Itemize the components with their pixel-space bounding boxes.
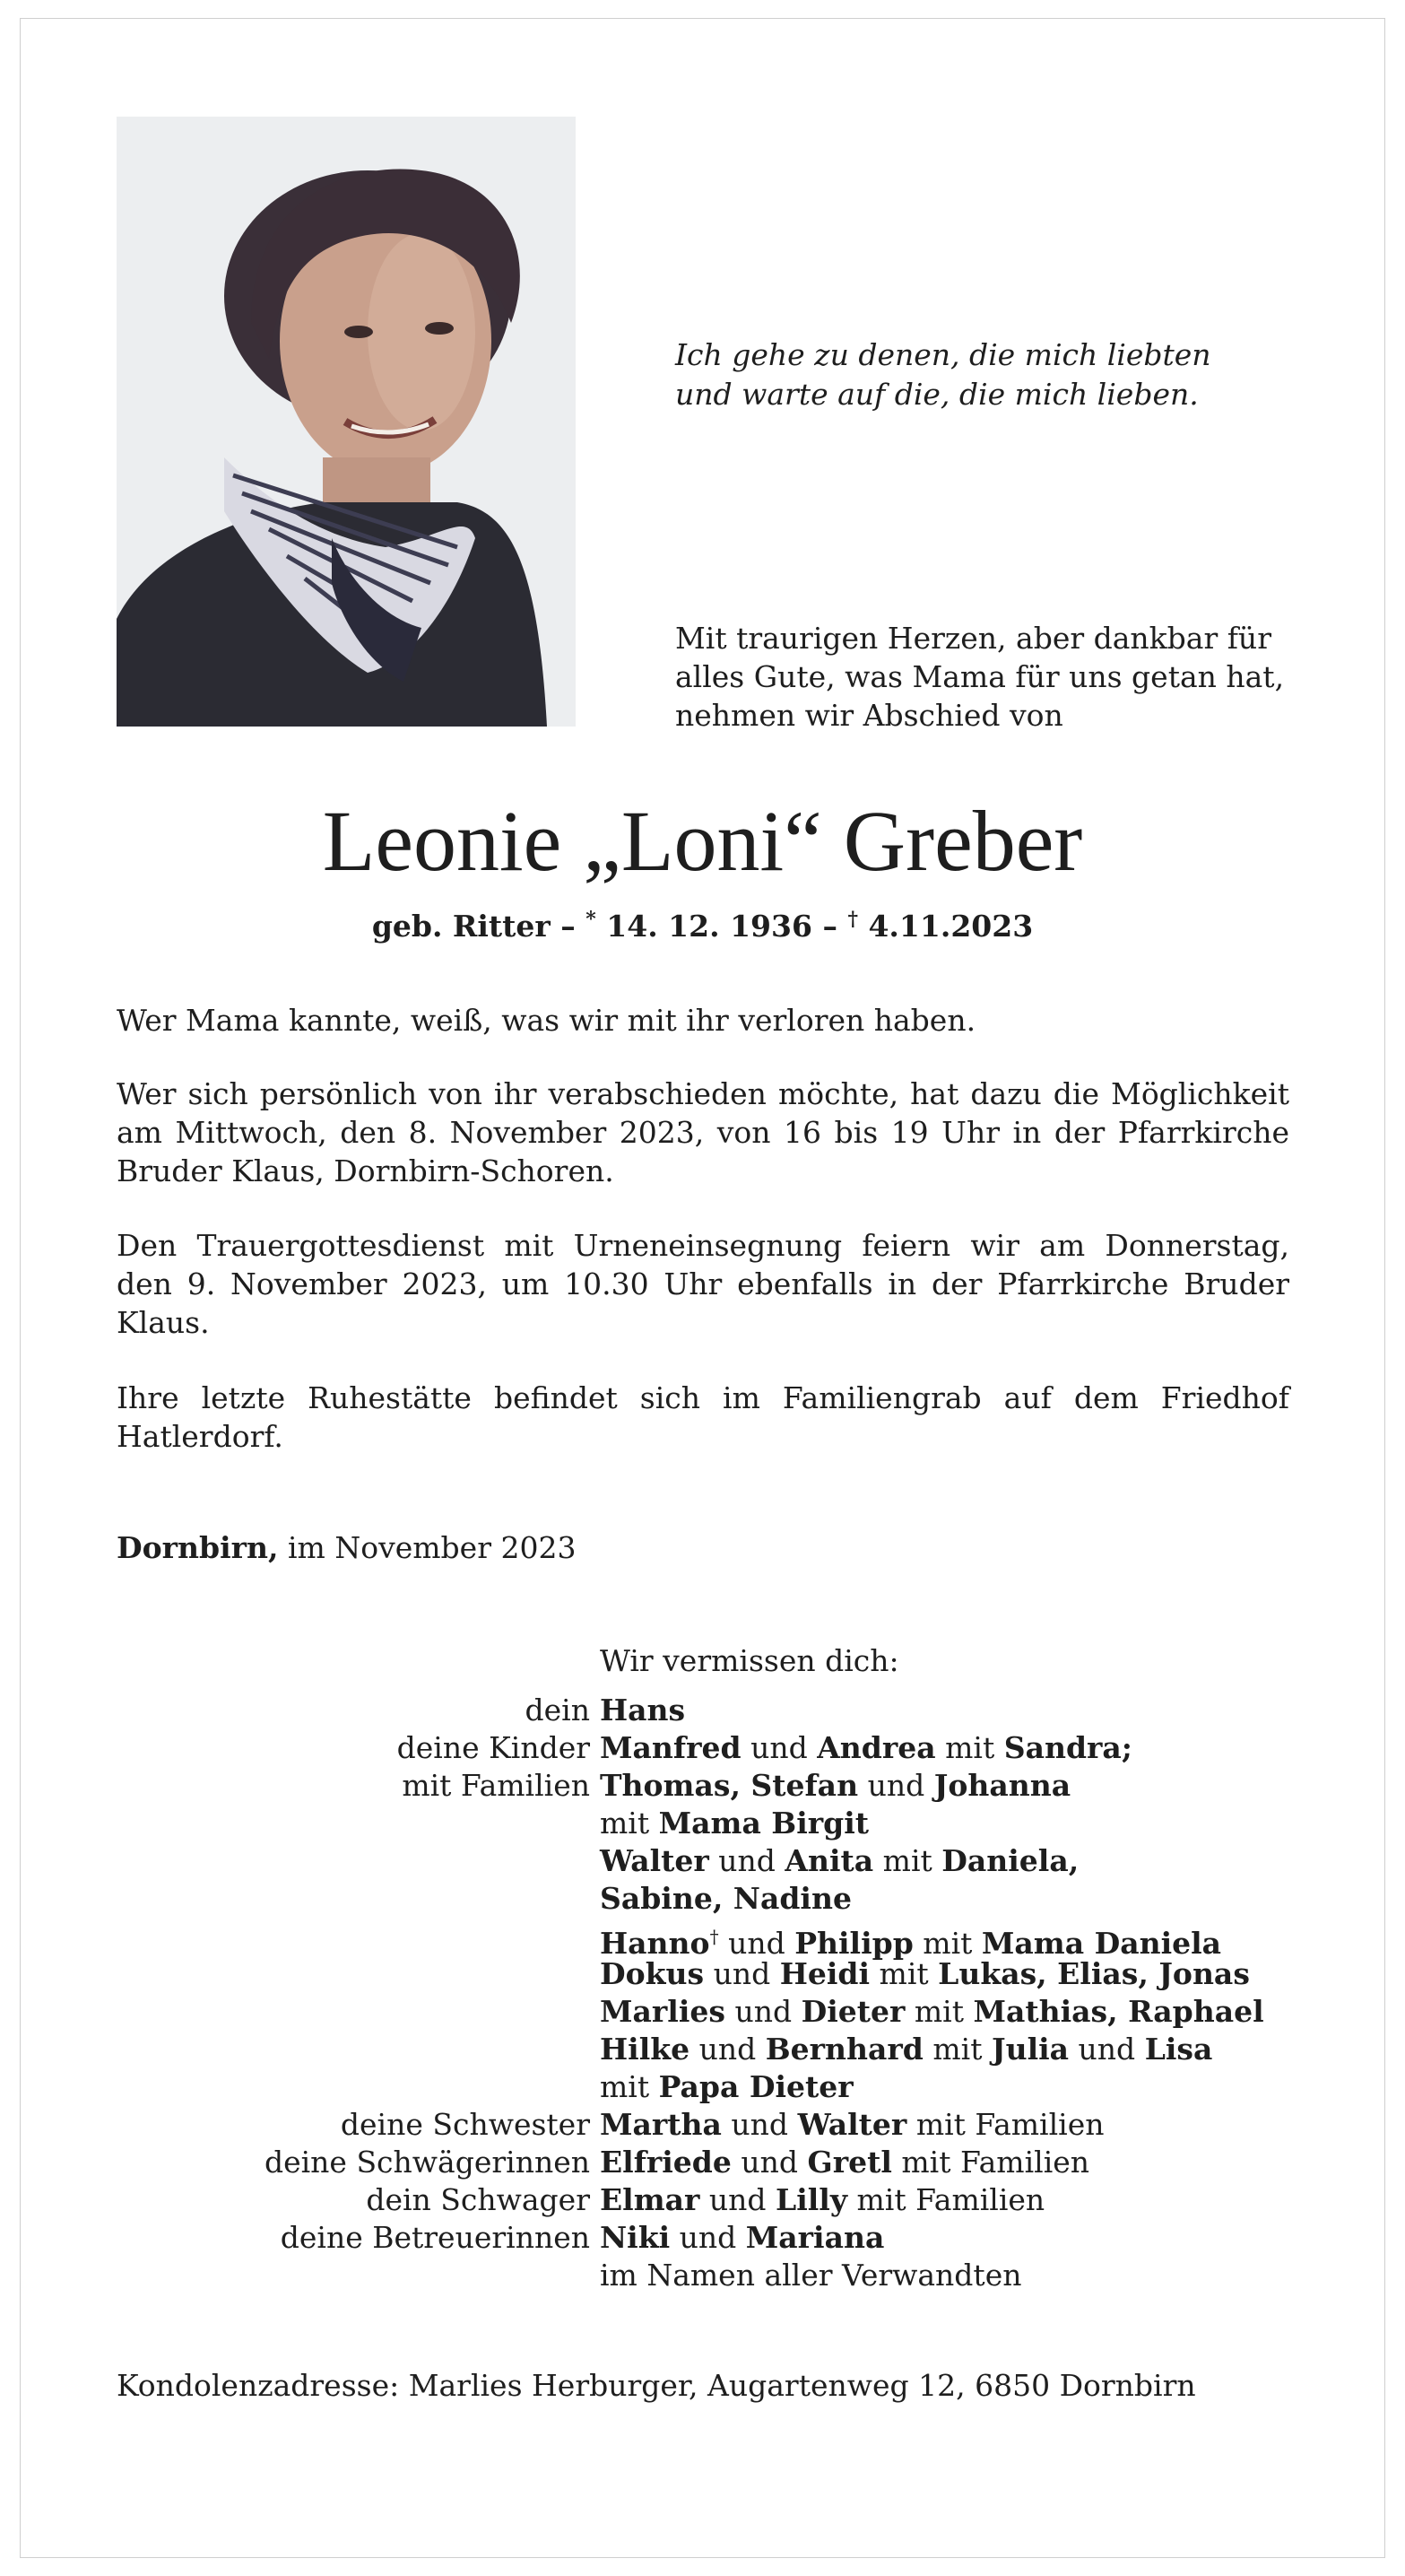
paragraph-line: den 9. November 2023, um 10.30 Uhr ebenfalls in der Pfarrkirche Bruder — [117, 1266, 1289, 1301]
intro-line-1: Mit traurigen Herzen, aber dankbar für — [675, 621, 1271, 656]
relation: mit Familien — [402, 1768, 590, 1803]
intro-text — [675, 619, 1321, 735]
relation: deine Kinder — [396, 1730, 590, 1765]
connector: und — [1078, 2032, 1136, 2067]
mourner-row — [0, 1767, 1405, 1805]
connector: und — [698, 2032, 757, 2067]
relation: dein — [525, 1693, 590, 1727]
mourner-name: Papa Dieter — [658, 2069, 854, 2104]
mourner-name: Johanna — [933, 1768, 1071, 1803]
mourner-row — [0, 1955, 1405, 1993]
connector: und — [718, 1843, 776, 1878]
mourners-heading: Wir vermissen dich: — [600, 1643, 899, 1678]
mourner-name: Daniela, — [941, 1843, 1080, 1878]
mourner-name: Sandra; — [1003, 1730, 1132, 1765]
connector: mit — [923, 1926, 973, 1961]
quote-line-2: und warte auf die, die mich lieben. — [675, 377, 1199, 412]
mourner-name: Niki — [600, 2220, 671, 2255]
paragraph-4 — [117, 1379, 1289, 1456]
deceased-name: Leonie „Loni“ Greber — [322, 793, 1083, 889]
mourner-name: Mathias, Raphael — [973, 1994, 1264, 2029]
connector: mit — [879, 1956, 929, 1991]
mourner-name: Dokus — [600, 1956, 705, 1991]
mourner-name: Heidi — [779, 1956, 871, 1991]
mourner-name: Mama Daniela — [981, 1926, 1222, 1961]
connector: und — [734, 1994, 793, 2029]
connector: und — [728, 1926, 785, 1961]
mourner-row — [0, 2106, 1405, 2144]
mourner-row — [0, 1880, 1405, 1918]
mourner-row — [0, 2144, 1405, 2181]
mourner-row — [0, 1993, 1405, 2031]
mourner-row — [0, 2181, 1405, 2219]
paragraph-line: Wer sich persönlich von ihr verabschieden möchte, hat dazu die Möglichkeit — [117, 1076, 1289, 1111]
connector: mit — [932, 2032, 983, 2067]
mourner-name: Hans — [600, 1693, 686, 1727]
intro-line-3: nehmen wir Abschied von — [675, 698, 1063, 733]
life-dates — [0, 908, 1405, 944]
mourner-row — [0, 1729, 1405, 1767]
mourner-name: Mama Birgit — [658, 1806, 869, 1841]
mourner-row — [0, 2257, 1405, 2294]
paragraph-3 — [117, 1226, 1289, 1342]
mourner-name: Marlies — [600, 1994, 725, 2029]
died-symbol: † — [847, 908, 858, 931]
mourner-name: Manfred — [600, 1730, 742, 1765]
mourner-name: Philipp — [794, 1926, 914, 1961]
mourner-row — [0, 1805, 1405, 1842]
mourner-name: Julia — [991, 2032, 1070, 2067]
mourner-name: Mariana — [745, 2220, 885, 2255]
portrait-photo — [117, 117, 576, 727]
connector: mit — [600, 2069, 650, 2104]
mourner-name: Andrea — [817, 1730, 936, 1765]
mourner-name: Anita — [785, 1843, 874, 1878]
mourner-name: Walter — [600, 1843, 709, 1878]
date: im November 2023 — [288, 1530, 577, 1565]
dash: – — [560, 909, 576, 944]
condolence-address: Kondolenzadresse: Marlies Herburger, Augartenweg 12, 6850 Dornbirn — [117, 2368, 1196, 2403]
connector: und — [708, 2182, 767, 2217]
connector: mit Familien — [856, 2182, 1045, 2217]
birth-name: geb. Ritter — [371, 909, 551, 944]
quote-line-1: Ich gehe zu denen, die mich liebten — [675, 337, 1211, 372]
dagger-icon: † — [709, 1926, 719, 1947]
mourner-row — [0, 2068, 1405, 2106]
mourner-name: Walter — [797, 2107, 907, 2142]
mourner-row — [0, 1918, 1405, 1961]
relation: deine Betreuerinnen — [280, 2220, 590, 2255]
mourner-name: Thomas, Stefan — [600, 1768, 859, 1803]
connector: mit — [600, 1806, 650, 1841]
mourner-name: Elmar — [600, 2182, 700, 2217]
mourner-name: Elfriede — [600, 2145, 732, 2180]
connector: mit — [914, 1994, 964, 2029]
birth-date: 14. 12. 1936 — [606, 909, 812, 944]
paragraph-1 — [117, 1001, 1289, 1040]
connector: mit — [945, 1730, 995, 1765]
connector: und — [731, 2107, 789, 2142]
mourner-name: Sabine, Nadine — [600, 1881, 852, 1916]
connector: und — [713, 1956, 771, 1991]
paragraph-line: Hatlerdorf. — [117, 1419, 283, 1454]
intro-line-2: alles Gute, was Mama für uns getan hat, — [675, 659, 1285, 694]
mourner-name: Hilke — [600, 2032, 690, 2067]
born-symbol: * — [585, 908, 596, 931]
connector: und — [750, 1730, 808, 1765]
mourner-name: Bernhard — [765, 2032, 924, 2067]
mourner-row — [0, 2219, 1405, 2257]
mourner-name: Lilly — [776, 2182, 848, 2217]
mourners-list — [0, 1692, 1405, 2294]
connector: und — [741, 2145, 799, 2180]
closing-line: im Namen aller Verwandten — [600, 2258, 1022, 2293]
mourner-name: Martha — [600, 2107, 722, 2142]
paragraph-line: Ihre letzte Ruhestätte befindet sich im Familiengrab auf dem Friedhof — [117, 1380, 1289, 1415]
connector: und — [679, 2220, 737, 2255]
memorial-quote — [675, 335, 1303, 414]
paragraph-2 — [117, 1075, 1289, 1190]
mourner-name: Lukas, Elias, Jonas — [938, 1956, 1250, 1991]
connector: und — [867, 1768, 925, 1803]
place: Dornbirn, — [117, 1530, 279, 1565]
mourner-name: Dieter — [801, 1994, 906, 2029]
place-date — [117, 1530, 576, 1565]
mourner-row — [0, 1842, 1405, 1880]
death-date: 4.11.2023 — [868, 909, 1034, 944]
paragraph-line: Klaus. — [117, 1305, 210, 1340]
connector: mit Familien — [915, 2107, 1105, 2142]
paragraph-line: Wer Mama kannte, weiß, was wir mit ihr verloren haben. — [117, 1003, 976, 1038]
paragraph-line: Den Trauergottesdienst mit Urneneinsegnung feiern wir am Donnerstag, — [117, 1228, 1289, 1263]
paragraph-line: am Mittwoch, den 8. November 2023, von 16 bis 19 Uhr in der Pfarrkirche — [117, 1115, 1289, 1150]
connector: mit Familien — [901, 2145, 1090, 2180]
relation: deine Schwägerinnen — [264, 2145, 590, 2180]
paragraph-line: Bruder Klaus, Dornbirn-Schoren. — [117, 1153, 614, 1188]
mourner-row — [0, 1692, 1405, 1729]
mourner-name: Lisa — [1144, 2032, 1213, 2067]
mourner-name: Hanno — [600, 1926, 710, 1961]
connector: mit — [882, 1843, 932, 1878]
mourner-row — [0, 2031, 1405, 2068]
dash: – — [822, 909, 837, 944]
relation: deine Schwester — [340, 2107, 590, 2142]
relation: dein Schwager — [366, 2182, 590, 2217]
mourner-name: Gretl — [807, 2145, 892, 2180]
